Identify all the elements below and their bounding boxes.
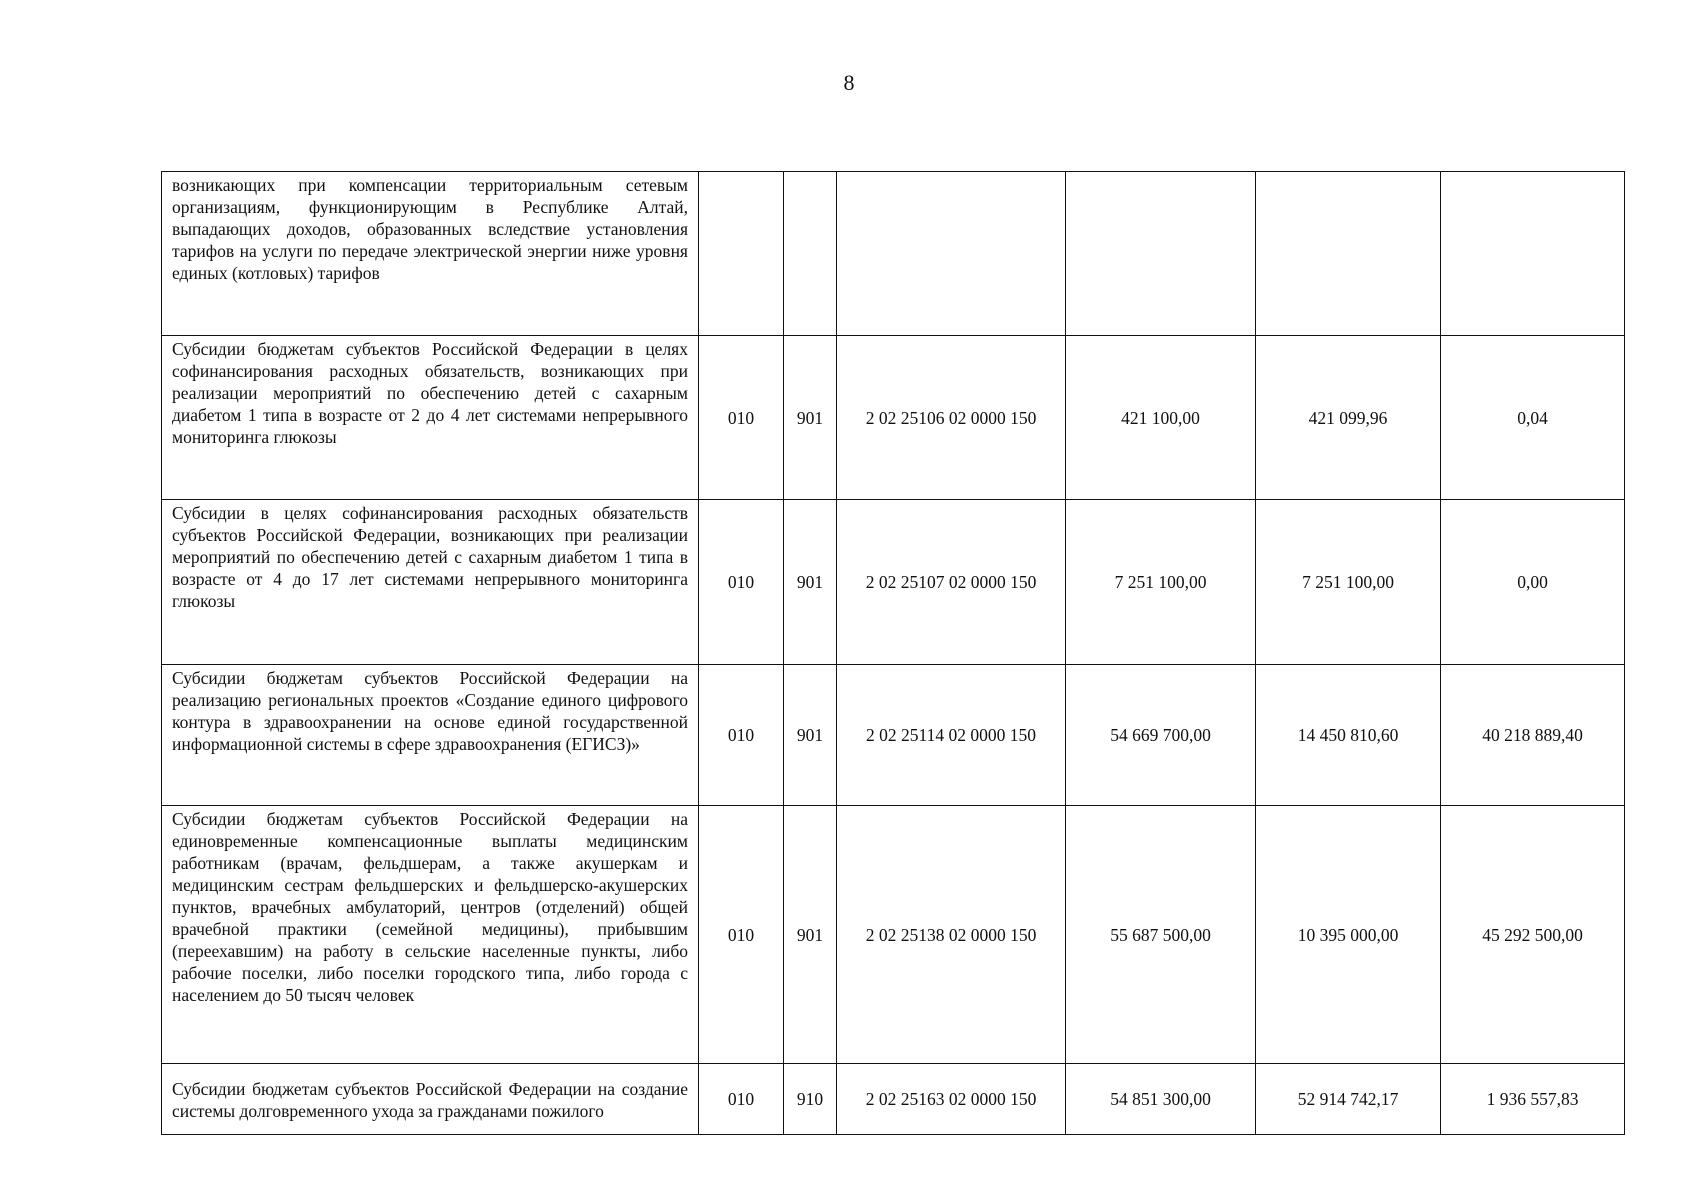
row-code [699,172,784,336]
row-code: 010 [699,500,784,665]
row-description: Субсидии бюджетам субъектов Российской Федерации в целях софинансирования расходных обязательств, возникающих при реализации мероприятий по обеспечению детей с сахарным диабетом 1 типа в возрасте от 2 до 4 лет системами непрерывного мониторинга глюкозы [162,336,699,500]
row-admin-code: 901 [784,665,837,806]
row-kbk: 2 02 25114 02 0000 150 [837,665,1066,806]
row-description: Субсидии бюджетам субъектов Российской Федерации на единовременные компенсационные выплаты медицинским работникам (врачам, фельдшерам, а также акушеркам и медицинским сестрам фельдшерских и фельдшерско-акушерских пунктов, врачебных амбулаторий, центров (отделений) общей врачебной практики (семейной медицины), прибывшим (переехавшим) на работу в сельские населенные пункты, либо рабочие поселки, либо поселки городского типа, либо города с населением до 50 тысяч человек [162,806,699,1064]
row-admin-code: 901 [784,500,837,665]
row-planned: 421 100,00 [1066,336,1256,500]
page-number: 8 [843,70,855,95]
row-executed: 7 251 100,00 [1256,500,1441,665]
row-executed: 14 450 810,60 [1256,665,1441,806]
row-planned [1066,172,1256,336]
row-planned: 7 251 100,00 [1066,500,1256,665]
row-kbk: 2 02 25106 02 0000 150 [837,336,1066,500]
table-row [162,336,1625,500]
table-row [162,500,1625,665]
row-code: 010 [699,336,784,500]
row-executed [1256,172,1441,336]
row-code: 010 [699,665,784,806]
row-kbk: 2 02 25138 02 0000 150 [837,806,1066,1064]
row-admin-code: 910 [784,1064,837,1135]
row-remainder: 1 936 557,83 [1441,1064,1625,1135]
table-row [162,665,1625,806]
row-description: Субсидии в целях софинансирования расходных обязательств субъектов Российской Федерации, возникающих при реализации мероприятий по обеспечению детей с сахарным диабетом 1 типа в возрасте от 4 до 17 лет системами непрерывного мониторинга глюкозы [162,500,699,665]
budget-table [161,171,1625,1135]
row-admin-code [784,172,837,336]
row-kbk: 2 02 25107 02 0000 150 [837,500,1066,665]
row-remainder: 0,00 [1441,500,1625,665]
row-description: Субсидии бюджетам субъектов Российской Федерации на реализацию региональных проектов «Создание единого цифрового контура в здравоохранении на основе единой государственной информационной системы в сфере здравоохранения (ЕГИСЗ)» [162,665,699,806]
row-executed: 52 914 742,17 [1256,1064,1441,1135]
table-row [162,172,1625,336]
row-remainder [1441,172,1625,336]
row-code: 010 [699,806,784,1064]
row-executed: 10 395 000,00 [1256,806,1441,1064]
row-admin-code: 901 [784,336,837,500]
row-planned: 54 669 700,00 [1066,665,1256,806]
row-kbk: 2 02 25163 02 0000 150 [837,1064,1066,1135]
table-row [162,806,1625,1064]
row-executed: 421 099,96 [1256,336,1441,500]
row-description: возникающих при компенсации территориальным сетевым организациям, функционирующим в Республике Алтай, выпадающих доходов, образованных вследствие установления тарифов на услуги по передаче электрической энергии ниже уровня единых (котловых) тарифов [162,172,699,336]
row-remainder: 45 292 500,00 [1441,806,1625,1064]
row-planned: 54 851 300,00 [1066,1064,1256,1135]
row-kbk [837,172,1066,336]
row-remainder: 0,04 [1441,336,1625,500]
row-planned: 55 687 500,00 [1066,806,1256,1064]
row-remainder: 40 218 889,40 [1441,665,1625,806]
row-code: 010 [699,1064,784,1135]
row-admin-code: 901 [784,806,837,1064]
row-description: Субсидии бюджетам субъектов Российской Федерации на создание системы долговременного ухода за гражданами пожилого [162,1064,699,1135]
table-row [162,1064,1625,1135]
